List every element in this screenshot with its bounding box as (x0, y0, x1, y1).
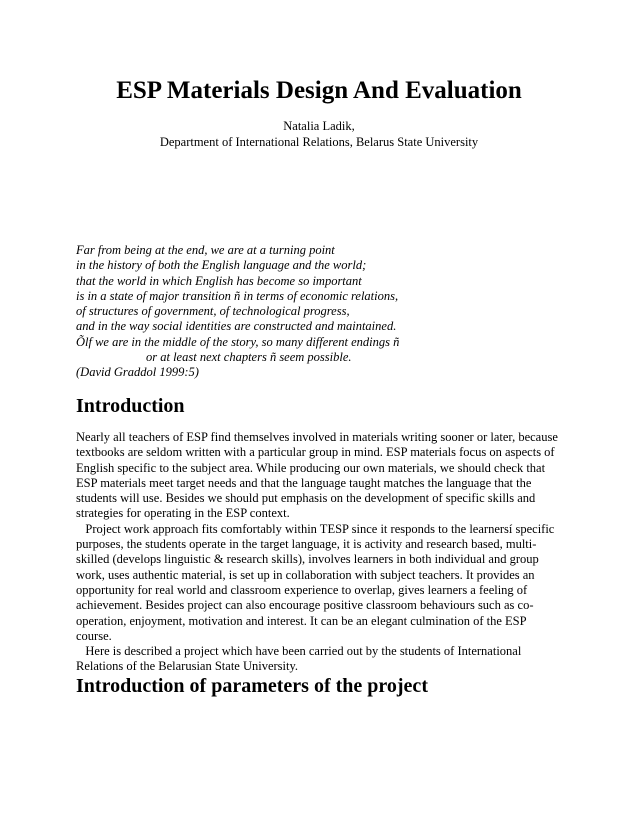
epigraph-line: in the history of both the English language and the world; (76, 258, 367, 273)
body-line: Nearly all teachers of ESP find themselves involved in materials writing sooner or later, because (76, 430, 558, 444)
epigraph-citation: (David Graddol 1999:5) (76, 365, 199, 380)
body-line: Relations of the Belarusian State University. (76, 659, 299, 674)
body-line: English specific to the subject area. While producing our own materials, we should check that (76, 460, 546, 475)
epigraph-line: and in the way social identities are constructed and maintained. (76, 319, 397, 334)
epigraph-line: Far from being at the end, we are at a turning point (76, 243, 335, 257)
author-affiliation: Department of International Relations, Belarus State University (159, 135, 479, 149)
epigraph-line: of structures of government, of technological progress, (76, 304, 350, 319)
epigraph-line: Õlf we are in the middle of the story, so many different endings ñ (76, 334, 400, 349)
introduction-body (76, 430, 566, 675)
body-line: ESP materials meet target needs and that the language taught matches the language that the (76, 475, 532, 490)
epigraph (76, 243, 576, 381)
body-line: achievement. Besides project can also encourage positive classroom behaviours such as co- (76, 598, 534, 613)
body-line: course. (76, 628, 112, 643)
author-name: Natalia Ladik, (283, 119, 355, 133)
body-line: purposes, the students operate in the target language, it is activity and research based, multi- (76, 537, 537, 552)
epigraph-line: is in a state of major transition ñ in terms of economic relations, (76, 288, 399, 303)
body-line: students will use. Besides we should put emphasis on the development of specific skills and (76, 491, 536, 506)
body-line: Here is described a project which have been carried out by the students of International (76, 644, 522, 659)
section-heading-parameters: Introduction of parameters of the project (76, 675, 428, 697)
body-line: opportunity for real world and classroom experience to overlap, gives learners a feeling of (76, 582, 528, 597)
epigraph-line: that the world in which English has become so important (76, 273, 362, 288)
body-line: skilled (develops linguistic & research skills), involves learners in both individual and group (76, 552, 539, 567)
body-line: work, uses authentic material, is set up in collaboration with subject teachers. It provides an (76, 567, 535, 582)
page-title: ESP Materials Design And Evaluation (116, 77, 522, 104)
body-line: operation, enjoyment, motivation and interest. It can be an elegant culmination of the ESP (76, 613, 527, 628)
epigraph-line: or at least next chapters ñ seem possible. (146, 350, 352, 365)
section-heading-introduction: Introduction (76, 395, 185, 417)
body-line: strategies for operating in the ESP context. (76, 506, 290, 521)
body-line: textbooks are seldom written with a particular group in mind. ESP materials focus on aspects of (76, 445, 555, 460)
body-line: Project work approach fits comfortably within TESP since it responds to the learnersí specific (76, 521, 555, 536)
